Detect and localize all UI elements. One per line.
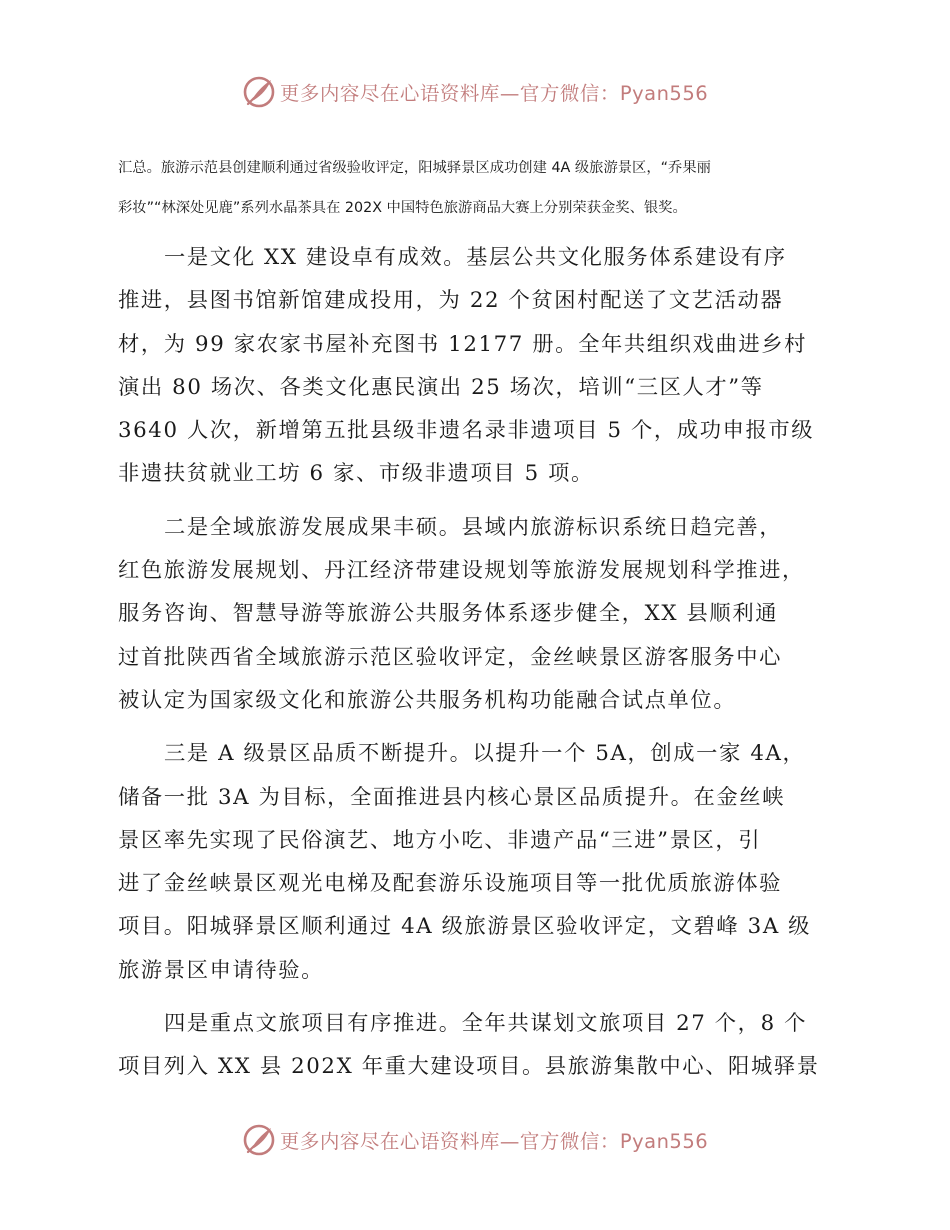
intro-text	[118, 148, 838, 228]
feather-pen-logo-icon	[242, 1123, 276, 1157]
paragraph-projects	[118, 1002, 863, 1089]
text-line: 二是全域旅游发展成果丰硕。县域内旅游标识系统日趋完善，	[164, 514, 783, 540]
text-line: 项目。阳城驿景区顺利通过 4A 级旅游景区验收评定，文碧峰 3A 级	[118, 914, 812, 940]
header-watermark	[0, 70, 950, 114]
paragraph-scenic-areas	[118, 732, 863, 992]
text-line: 旅游景区申请待验。	[118, 957, 325, 983]
text-line: 一是文化 XX 建设卓有成效。基层公共文化服务体系建设有序	[164, 245, 787, 270]
intro-line: 汇总。旅游示范县创建顺利通过省级验收评定，阳城驿景区成功创建 4A 级旅游景区，“乔果丽	[118, 160, 711, 176]
intro-line: 彩妆”“林深处见鹿”系列水晶茶具在 202X 中国特色旅游商品大赛上分别荣获金奖、银奖。	[118, 200, 687, 216]
feather-pen-logo-icon	[242, 75, 276, 109]
document-body	[118, 236, 863, 1099]
watermark-text: 更多内容尽在心语资料库—官方微信：Pyan556	[279, 82, 709, 105]
text-line: 三是 A 级景区品质不断提升。以提升一个 5A，创成一家 4A，	[164, 741, 806, 767]
watermark-text: 更多内容尽在心语资料库—官方微信：Pyan556	[279, 1130, 709, 1153]
text-line: 储备一批 3A 为目标，全面推进县内核心景区品质提升。在金丝峡	[118, 784, 786, 810]
text-line: 红色旅游发展规划、丹江经济带建设规划等旅游发展规划科学推进，	[118, 558, 805, 584]
text-line: 进了金丝峡景区观光电梯及配套游乐设施项目等一批优质旅游体验	[118, 871, 783, 897]
paragraph-tourism	[118, 506, 863, 722]
text-line: 服务咨询、智慧导游等旅游公共服务体系逐步健全，XX 县顺利通	[118, 601, 779, 627]
paragraph-culture	[118, 236, 863, 496]
text-line: 项目列入 XX 县 202X 年重大建设项目。县旅游集散中心、阳城驿景	[118, 1054, 820, 1080]
text-line: 过首批陕西省全域旅游示范区验收评定，金丝峡景区游客服务中心	[118, 644, 783, 670]
footer-watermark	[0, 1118, 950, 1162]
text-line: 被认定为国家级文化和旅游公共服务机构功能融合试点单位。	[118, 687, 737, 713]
text-line: 四是重点文旅项目有序推进。全年共谋划文旅项目 27 个，8 个	[164, 1011, 807, 1037]
text-line: 3640 人次，新增第五批县级非遗名录非遗项目 5 个，成功申报市级	[118, 418, 815, 444]
text-line: 推进，县图书馆新馆建成投用，为 22 个贫困村配送了文艺活动器	[118, 288, 784, 314]
text-line: 材，为 99 家农家书屋补充图书 12177 册。全年共组织戏曲进乡村	[118, 331, 808, 357]
text-line: 演出 80 场次、各类文化惠民演出 25 场次，培训“三区人才”等	[118, 374, 764, 400]
text-line: 非遗扶贫就业工坊 6 家、市级非遗项目 5 项。	[118, 461, 594, 487]
text-line: 景区率先实现了民俗演艺、地方小吃、非遗产品“三进”景区，引	[118, 827, 762, 853]
